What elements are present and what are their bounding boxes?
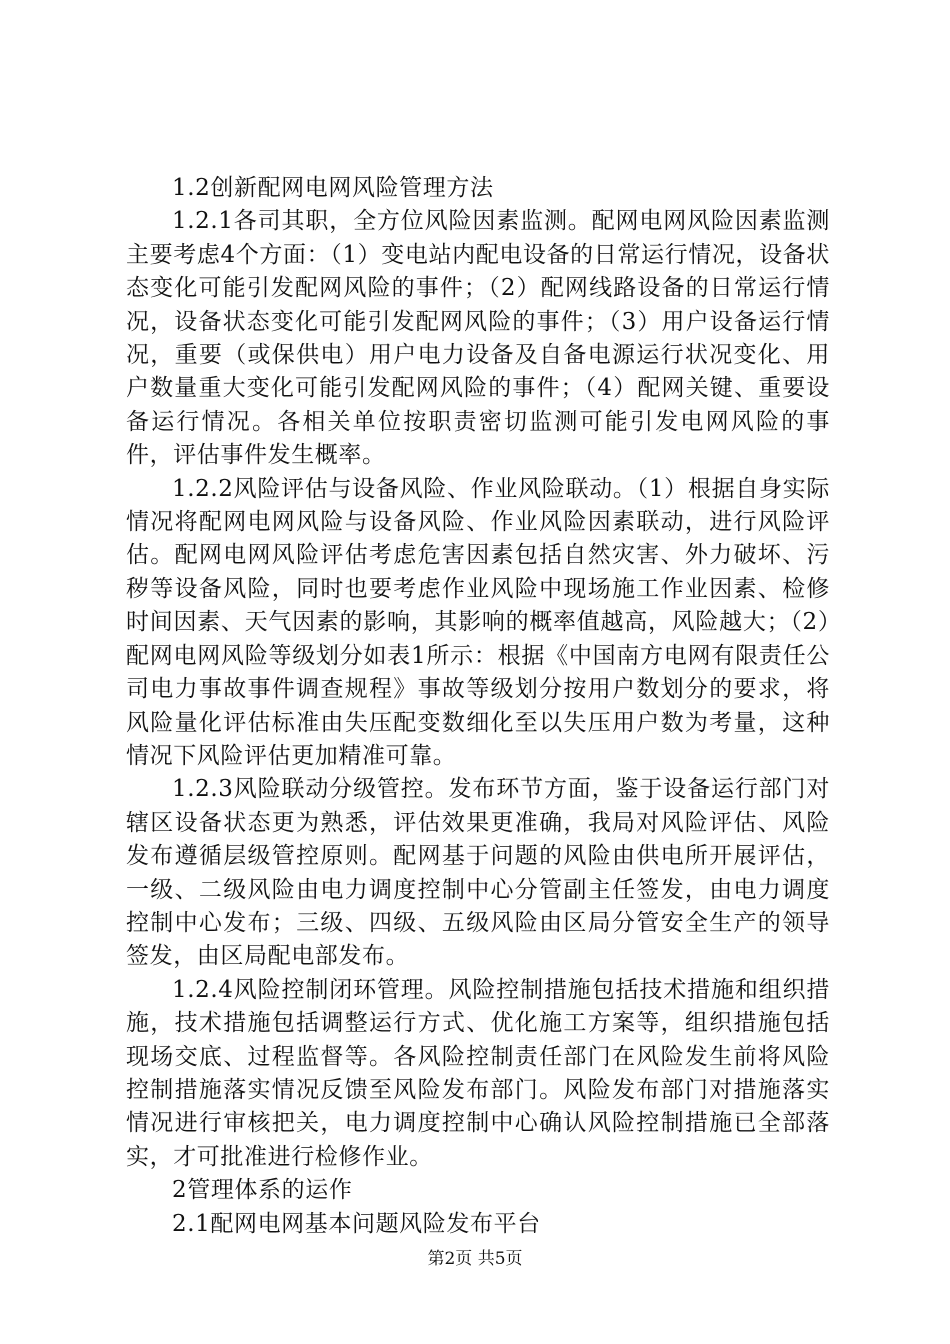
- paragraph-1-2-3: 1.2.3风险联动分级管控。发布环节方面，鉴于设备运行部门对辖区设备状态更为熟悉，评估效果更准确，我局对风险评估、风险发布遵循层级管控原则。配网基于问题的风险由供电所开展评估，一级、二级风险由电力调度控制中心分管副主任签发，由电力调度控制中心发布；三级、四级、五级风险由区局分管安全生产的领导签发，由区局配电部发布。: [126, 776, 830, 970]
- paragraph-1-2-4: 1.2.4风险控制闭环管理。风险控制措施包括技术措施和组织措施，技术措施包括调整运行方式、优化施工方案等，组织措施包括现场交底、过程监督等。各风险控制责任部门在风险发生前将风险控制措施落实情况反馈至风险发布部门。风险发布部门对措施落实情况进行审核把关，电力调度控制中心确认风险控制措施已全部落实，才可批准进行检修作业。: [126, 976, 830, 1170]
- section-heading-2: 2管理体系的运作: [172, 1177, 353, 1204]
- section-heading-2-1: 2.1配网电网基本问题风险发布平台: [172, 1210, 541, 1237]
- paragraph-1-2-1: 1.2.1各司其职，全方位风险因素监测。配网电网风险因素监测主要考虑4个方面：（1）变电站内配电设备的日常运行情况，设备状态变化可能引发配网风险的事件；（2）配网线路设备的日常运行情况，设备状态变化可能引发配网风险的事件；（3）用户设备运行情况，重要（或保供电）用户电力设备及自备电源运行状况变化、用户数量重大变化可能引发配网风险的事件；（4）配网关键、重要设备运行情况。各相关单位按职责密切监测可能引发电网风险的事件，评估事件发生概率。: [126, 208, 830, 469]
- section-heading-1-2: 1.2创新配网电网风险管理方法: [172, 175, 494, 201]
- page-footer: [0, 1244, 950, 1269]
- page-number-label: 第2页 共5页: [427, 1249, 523, 1269]
- document-body: [126, 172, 830, 1241]
- paragraph-1-2-2: 1.2.2风险评估与设备风险、作业风险联动。（1）根据自身实际情况将配网电网风险与设备风险、作业风险因素联动，进行风险评估。配网电网风险评估考虑危害因素包括自然灾害、外力破坏、污秽等设备风险，同时也要考虑作业风险中现场施工作业因素、检修时间因素、天气因素的影响，其影响的概率值越高，风险越大；（2）配网电网风险等级划分如表1所示：根据《中国南方电网有限责任公司电力事故事件调查规程》事故等级划分按用户数划分的要求，将风险量化评估标准由失压配变数细化至以失压用户数为考量，这种情况下风险评估更加精准可靠。: [126, 475, 830, 769]
